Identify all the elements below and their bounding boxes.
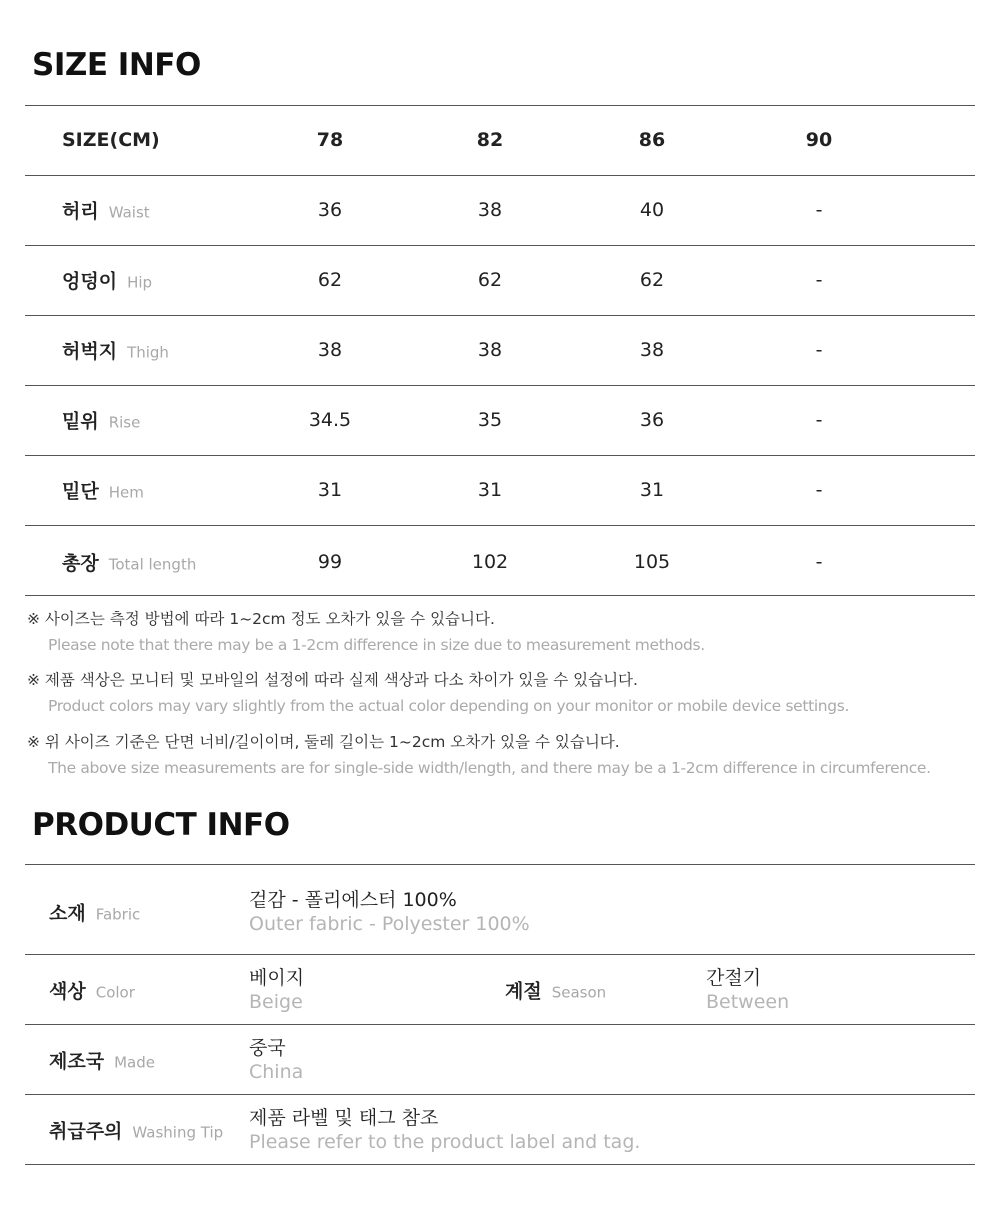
size-header-90: 90	[805, 129, 833, 151]
table-cell: -	[815, 269, 823, 291]
row-label	[62, 337, 169, 364]
value-en: Beige	[249, 991, 303, 1013]
value-en: China	[249, 1061, 304, 1083]
note-size-basis	[27, 731, 977, 779]
fabric-label	[49, 899, 140, 926]
table-cell: 62	[639, 269, 665, 291]
size-row-hip	[25, 245, 975, 315]
table-cell: 38	[477, 199, 503, 221]
note-kr: ※ 위 사이즈 기준은 단면 너비/길이이며, 둘레 길이는 1~2cm 오차가 있을 수 있습니다.	[27, 733, 620, 751]
label-kr: 취급주의	[49, 1120, 123, 1143]
made-label	[49, 1047, 155, 1074]
size-table-header	[25, 105, 975, 175]
table-cell: 99	[317, 551, 343, 573]
value-kr: 간절기	[706, 967, 762, 989]
row-label	[62, 407, 140, 434]
size-row-hem	[25, 455, 975, 525]
note-kr: ※ 사이즈는 측정 방법에 따라 1~2cm 정도 오차가 있을 수 있습니다.	[27, 610, 495, 628]
size-row-rise	[25, 385, 975, 455]
table-cell: 31	[639, 479, 665, 501]
table-cell: 38	[317, 339, 343, 361]
table-cell: -	[815, 199, 823, 221]
table-cell: 62	[317, 269, 343, 291]
size-row-thigh	[25, 315, 975, 385]
row-label-en: Total length	[108, 555, 197, 574]
table-cell: 105	[633, 551, 671, 573]
table-cell: 38	[639, 339, 665, 361]
color-value	[249, 966, 304, 1014]
note-color	[27, 669, 977, 717]
divider	[25, 595, 975, 596]
product-row-fabric	[25, 877, 975, 947]
season-value	[706, 966, 789, 1014]
table-cell: 40	[639, 199, 665, 221]
row-label-en: Hip	[127, 273, 153, 292]
product-info-title: PRODUCT INFO	[32, 807, 290, 843]
row-label-en: Rise	[108, 413, 141, 432]
row-label	[62, 477, 144, 504]
value-kr: 베이지	[249, 967, 305, 989]
size-row-waist	[25, 175, 975, 245]
table-cell: 31	[477, 479, 503, 501]
product-row-washing	[25, 1095, 975, 1165]
label-en: Season	[551, 983, 607, 1002]
washing-label	[49, 1117, 223, 1144]
table-cell: 38	[477, 339, 503, 361]
table-cell: 36	[317, 199, 343, 221]
washing-value	[249, 1106, 640, 1154]
label-kr: 제조국	[49, 1050, 105, 1073]
divider	[25, 864, 975, 865]
value-kr: 겉감 - 폴리에스터 100%	[249, 889, 457, 911]
row-label	[62, 267, 152, 294]
table-cell: 102	[471, 551, 509, 573]
value-kr: 중국	[249, 1037, 286, 1059]
size-header-82: 82	[476, 129, 504, 151]
table-cell: -	[815, 479, 823, 501]
row-label	[62, 197, 150, 224]
label-kr: 소재	[49, 902, 86, 925]
row-label-en: Waist	[108, 203, 150, 222]
note-kr: ※ 제품 색상은 모니터 및 모바일의 설정에 따라 실제 색상과 다소 차이가 있을 수 있습니다.	[27, 671, 638, 689]
note-en: Please note that there may be a 1-2cm difference in size due to measurement methods.	[48, 636, 705, 654]
season-label	[505, 977, 606, 1004]
fabric-value	[249, 888, 530, 936]
table-cell: -	[815, 339, 823, 361]
label-kr: 계절	[505, 980, 542, 1003]
row-label-en: Thigh	[127, 343, 169, 362]
size-header-78: 78	[316, 129, 344, 151]
table-cell: 35	[477, 409, 503, 431]
size-header-label: SIZE(CM)	[62, 129, 160, 151]
table-cell: -	[815, 409, 823, 431]
table-cell: 36	[639, 409, 665, 431]
label-en: Made	[114, 1053, 155, 1072]
divider	[25, 525, 975, 526]
row-label-kr: 허리	[62, 200, 99, 223]
table-cell: 34.5	[308, 409, 352, 431]
row-label	[62, 549, 196, 576]
size-info-title: SIZE INFO	[32, 47, 201, 83]
table-cell: 31	[317, 479, 343, 501]
label-en: Washing Tip	[132, 1123, 224, 1142]
note-measurement	[27, 608, 977, 656]
color-label	[49, 977, 135, 1004]
row-label-kr: 밑위	[62, 410, 99, 433]
value-en: Please refer to the product label and tag.	[249, 1131, 641, 1153]
row-label-kr: 총장	[62, 552, 99, 575]
table-cell: -	[815, 551, 823, 573]
note-en: The above size measurements are for single-side width/length, and there may be a 1-2cm difference in circumference.	[48, 759, 931, 777]
value-en: Outer fabric - Polyester 100%	[249, 913, 530, 935]
size-row-total-length	[25, 527, 975, 597]
row-label-kr: 밑단	[62, 480, 99, 503]
row-label-kr: 허벅지	[62, 340, 118, 363]
label-en: Fabric	[95, 905, 141, 924]
row-label-en: Hem	[108, 483, 144, 502]
divider	[25, 1164, 975, 1165]
label-en: Color	[95, 983, 135, 1002]
value-en: Between	[706, 991, 790, 1013]
note-en: Product colors may vary slightly from the actual color depending on your monitor or mobile device settings.	[48, 697, 850, 715]
value-kr: 제품 라벨 및 태그 참조	[249, 1107, 439, 1129]
table-cell: 62	[477, 269, 503, 291]
product-row-made	[25, 1025, 975, 1095]
label-kr: 색상	[49, 980, 86, 1003]
size-header-86: 86	[638, 129, 666, 151]
made-value	[249, 1036, 303, 1084]
row-label-kr: 엉덩이	[62, 270, 118, 293]
product-row-color	[25, 955, 975, 1025]
